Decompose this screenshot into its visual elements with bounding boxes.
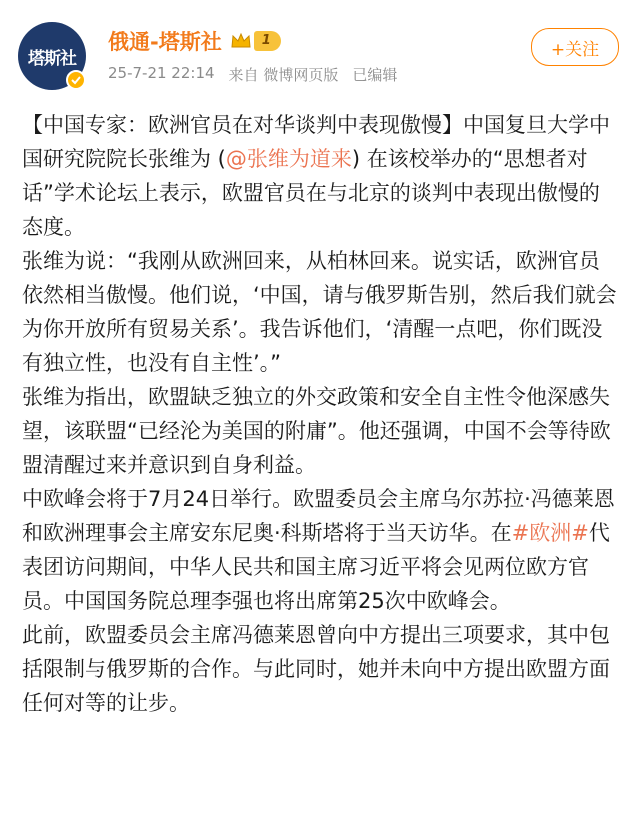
p1-text-b: ) 在该校举办的“思想者对话”学术论坛上表示，欧盟官员在与北京的谈判中表现出傲慢的态度。: [22, 147, 600, 239]
hashtag-link[interactable]: #欧洲#: [511, 521, 589, 545]
crown-icon: [230, 32, 252, 50]
paragraph-2: 张维为说：“我刚从欧洲回来，从柏林回来。说实话，欧洲官员依然相当傲慢。他们说，‘中国，请与俄罗斯告别，然后我们就会为你开放所有贸易关系’。我告诉他们，‘清醒一点吧，你们既没有独立性，也没有自主性’。”: [22, 249, 617, 375]
p4-text-b: 代表团访问期间，中华人民共和国主席习近平将会见两位欧方官员。中国国务院总理李强也将出席第25次中欧峰会。: [22, 521, 610, 613]
edited-label[interactable]: 已编辑: [352, 66, 398, 84]
p1-text-a: 【中国专家：欧洲官员在对华谈判中表现傲慢】中国复旦大学中国研究院院长张维为 (: [22, 113, 610, 171]
timestamp[interactable]: 25-7-21 22:14: [108, 64, 215, 82]
name-row: [108, 26, 281, 56]
paragraph-3: 张维为指出，欧盟缺乏独立的外交政策和安全自主性令他深感失望，该联盟“已经沦为美国的附庸”。他还强调，中国不会等待欧盟清醒过来并意识到自身利益。: [22, 385, 611, 477]
follow-button[interactable]: +关注: [531, 28, 619, 66]
post-header: [0, 0, 639, 100]
p4-text-a: 中欧峰会将于7月24日举行。欧盟委员会主席乌尔苏拉·冯德莱恩和欧洲理事会主席安东尼奥·科斯塔将于当天访华。在: [22, 487, 615, 545]
paragraph-4: [22, 482, 620, 618]
avatar-text: 塔斯社: [28, 48, 76, 69]
level-badge: 1: [254, 31, 281, 51]
post-content: [22, 108, 620, 720]
account-name[interactable]: 俄通-塔斯社: [108, 30, 222, 54]
post-source: 来自 微博网页版: [228, 66, 339, 84]
verified-badge-icon: [66, 70, 86, 90]
mention-link[interactable]: @张维为道来: [225, 147, 352, 171]
post-meta: [108, 64, 397, 85]
paragraph-5: 此前，欧盟委员会主席冯德莱恩曾向中方提出三项要求，其中包括限制与俄罗斯的合作。与此同时，她并未向中方提出欧盟方面任何对等的让步。: [22, 623, 610, 715]
paragraph-1: [22, 108, 620, 244]
